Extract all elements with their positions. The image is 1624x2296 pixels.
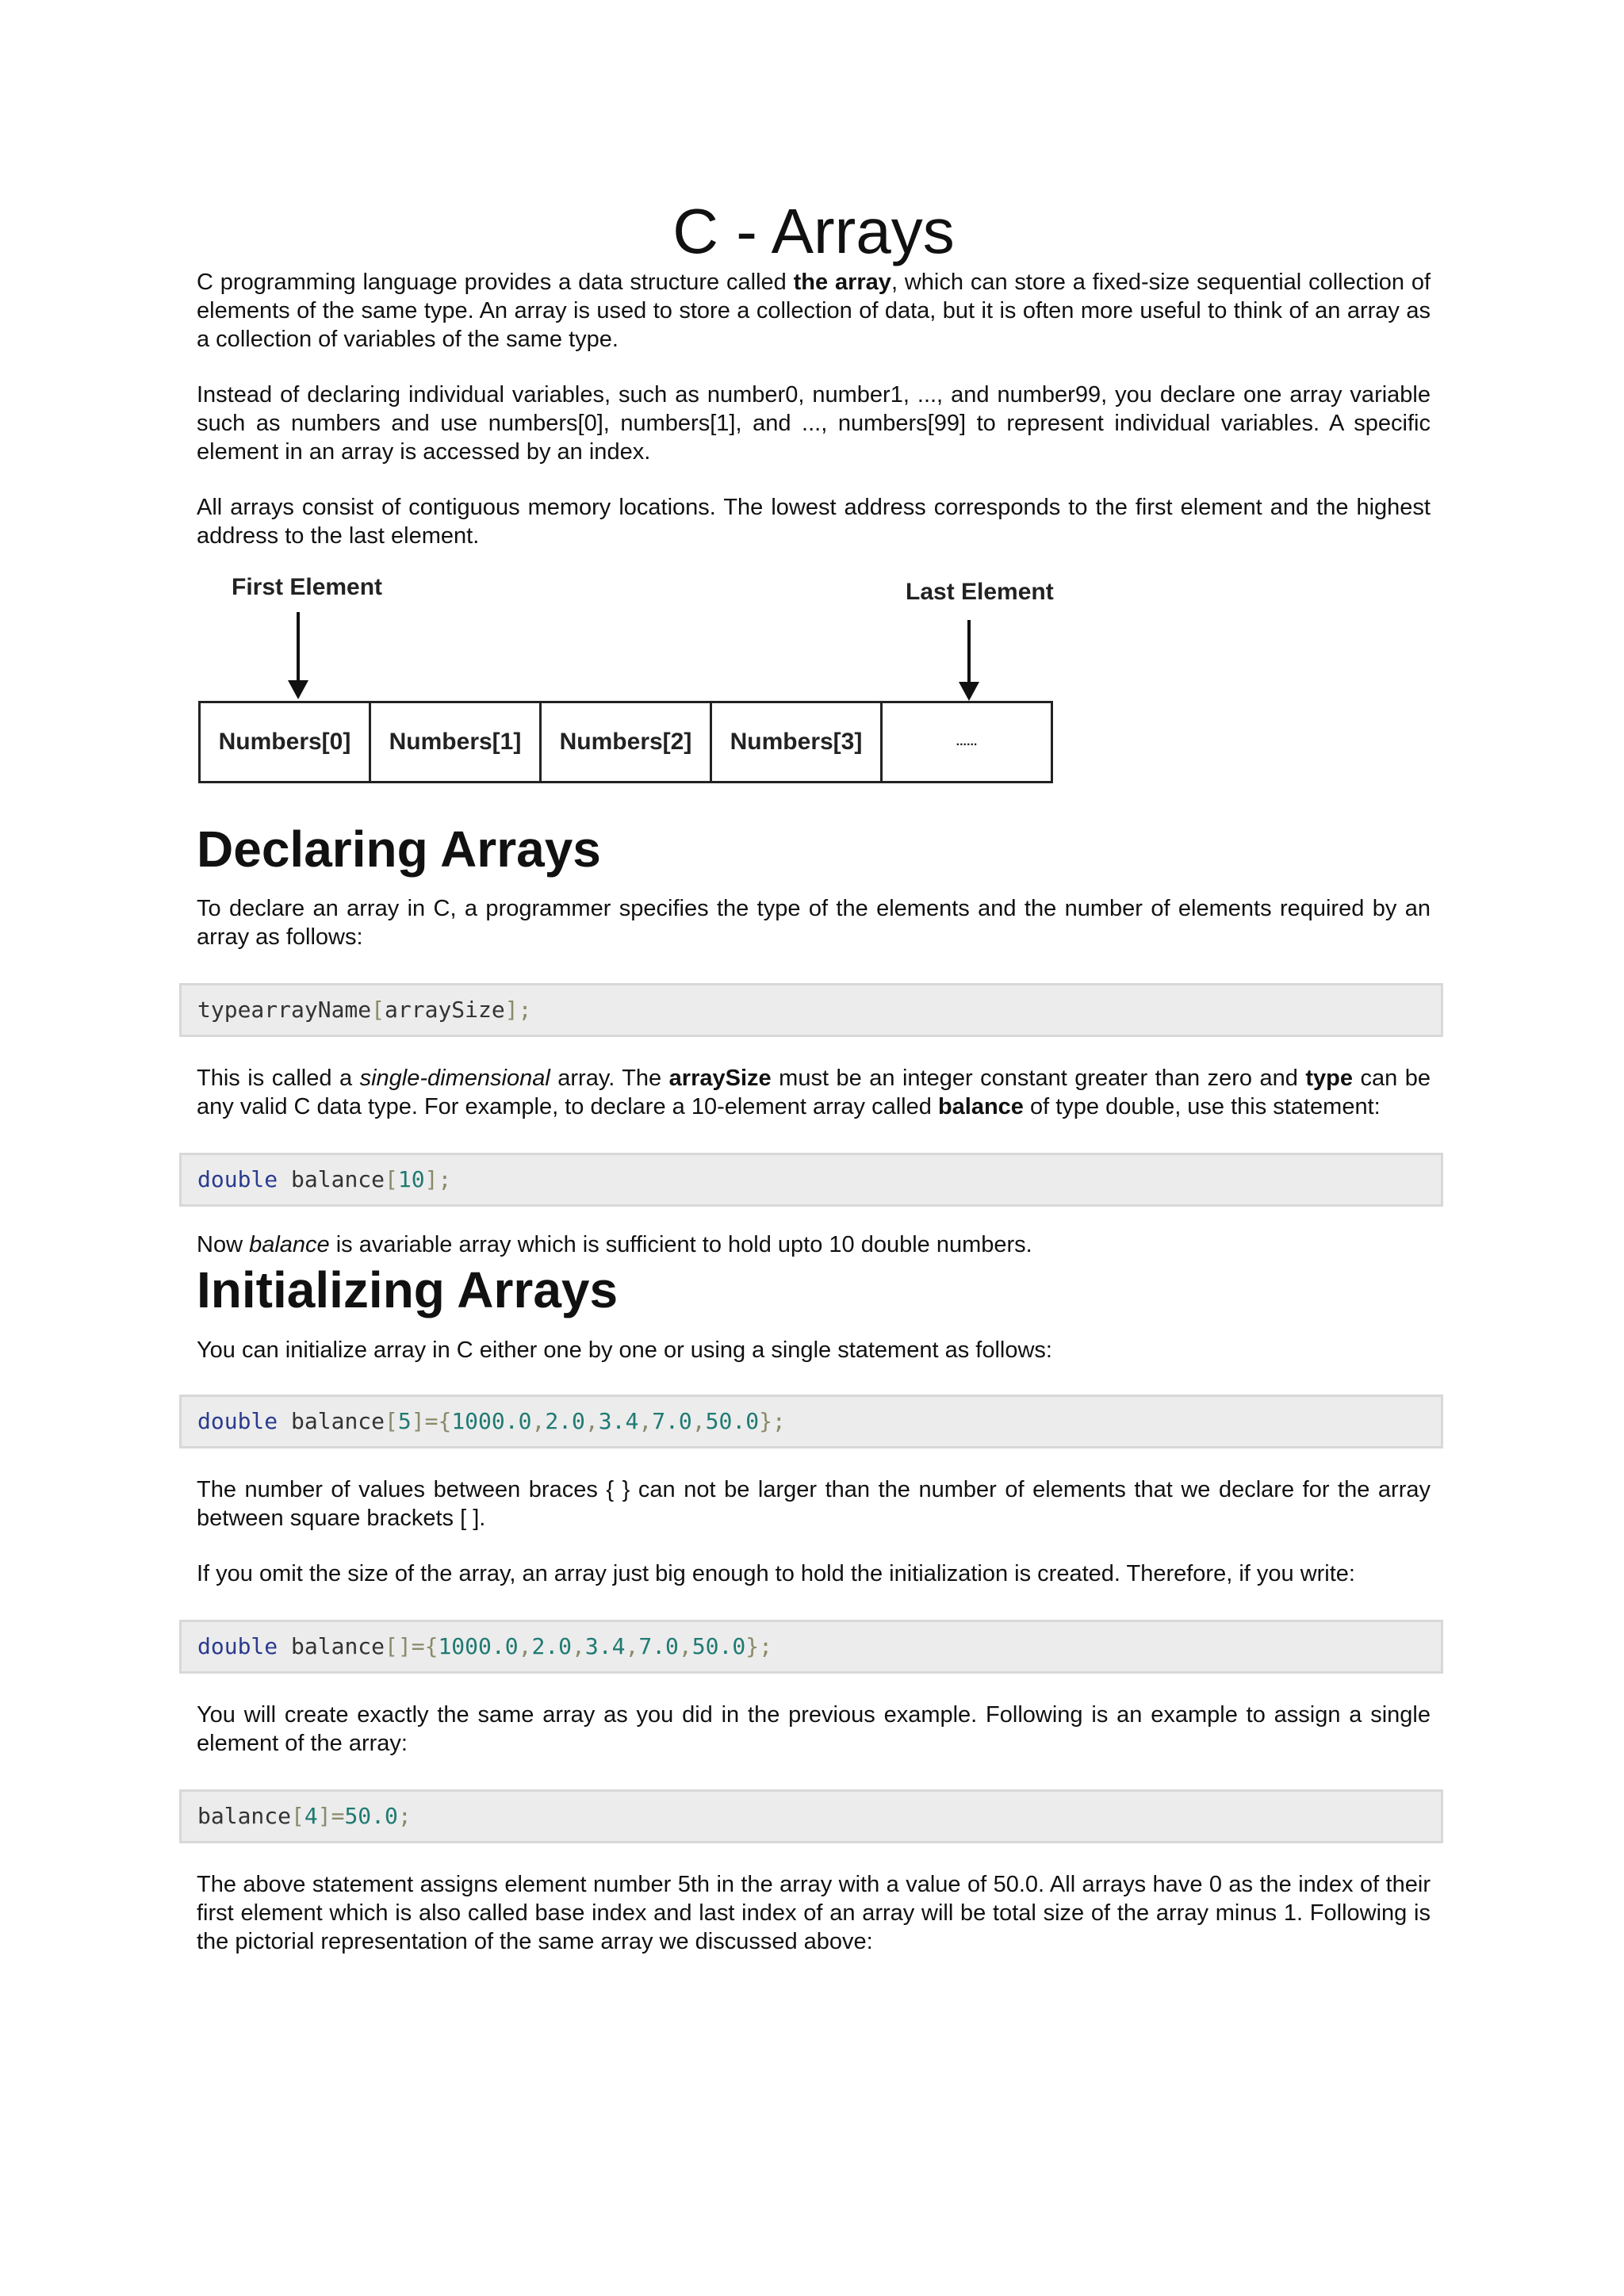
array-cells xyxy=(198,701,1053,783)
intro-paragraph-3: All arrays consist of contiguous memory locations. The lowest address corresponds to the first element and the highest address to the last element. xyxy=(197,495,1431,549)
array-memory-diagram xyxy=(197,574,1061,804)
initializing-paragraph-1: You can initialize array in C either one by one or using a single statement as follows: xyxy=(197,1337,1052,1363)
first-element-label: First Element xyxy=(232,574,383,600)
code-block-declare-balance: double balance[10]; xyxy=(179,1153,1443,1207)
initializing-paragraph-5: The above statement assigns element number 5th in the array with a value of 50.0. All arrays have 0 as the index of their first element which is also called base index and last index of an array will be total size of the array minus 1. Following is the pictorial representation of the same array we discussed above: xyxy=(197,1871,1431,1954)
code-block-declare-syntax: typearrayName[arraySize]; xyxy=(179,983,1443,1037)
code-block-assign-element: balance[4]=50.0; xyxy=(179,1789,1443,1843)
document-page xyxy=(197,198,1431,1956)
declaring-paragraph-3: Now balance is avariable array which is sufficient to hold upto 10 double numbers. xyxy=(197,1232,1032,1258)
initializing-arrays-heading: Initializing Arrays xyxy=(197,1261,619,1319)
array-cell: Numbers[2] xyxy=(542,703,712,781)
initializing-paragraph-4: You will create exactly the same array as you did in the previous example. Following is an example to assign a single element of the array: xyxy=(197,1701,1431,1756)
array-cell: Numbers[0] xyxy=(201,703,371,781)
array-cell: Numbers[1] xyxy=(371,703,542,781)
first-element-arrow xyxy=(297,612,300,685)
first-element-arrowhead xyxy=(288,680,308,699)
declaring-paragraph-1: To declare an array in C, a programmer specifies the type of the elements and the number of elements required by an array as follows: xyxy=(197,896,1431,951)
declaring-paragraph-2: This is called a single-dimensional array. The arraySize must be an integer constant greater than zero and type can be any valid C data type. For example, to declare a 10-element array called balance of type double, use this statement: xyxy=(197,1066,1431,1120)
last-element-arrow xyxy=(967,620,971,687)
last-element-label: Last Element xyxy=(906,579,1054,605)
array-cell-ellipsis: ...... xyxy=(956,735,978,748)
last-element-arrowhead xyxy=(959,682,979,701)
page-title: C - Arrays xyxy=(672,196,955,266)
the-array-emphasis: the array xyxy=(793,270,891,295)
array-cell: Numbers[3] xyxy=(712,703,883,781)
initializing-paragraph-2: The number of values between braces { } can not be larger than the number of elements that we declare for the array between square brackets [ ]. xyxy=(197,1476,1431,1531)
intro-paragraph-1: C programming language provides a data structure called the array, which can store a fixed-size sequential collection of elements of the same type. An array is used to store a collection of data, but it is often more useful to think of an array as a collection of variables of the same type. xyxy=(197,270,1431,352)
code-block-init-unsized: double balance[]={1000.0,2.0,3.4,7.0,50.0}; xyxy=(179,1620,1443,1674)
intro-paragraph-2: Instead of declaring individual variables, such as number0, number1, ..., and number99, you declare one array variable such as numbers and use numbers[0], numbers[1], and ..., numbers[99] to represent individual variables. A specific element in an array is accessed by an index. xyxy=(197,382,1431,465)
code-block-init-sized: double balance[5]={1000.0,2.0,3.4,7.0,50.0}; xyxy=(179,1395,1443,1448)
initializing-paragraph-3: If you omit the size of the array, an array just big enough to hold the initialization is created. Therefore, if you write: xyxy=(197,1560,1355,1586)
declaring-arrays-heading: Declaring Arrays xyxy=(197,821,601,878)
